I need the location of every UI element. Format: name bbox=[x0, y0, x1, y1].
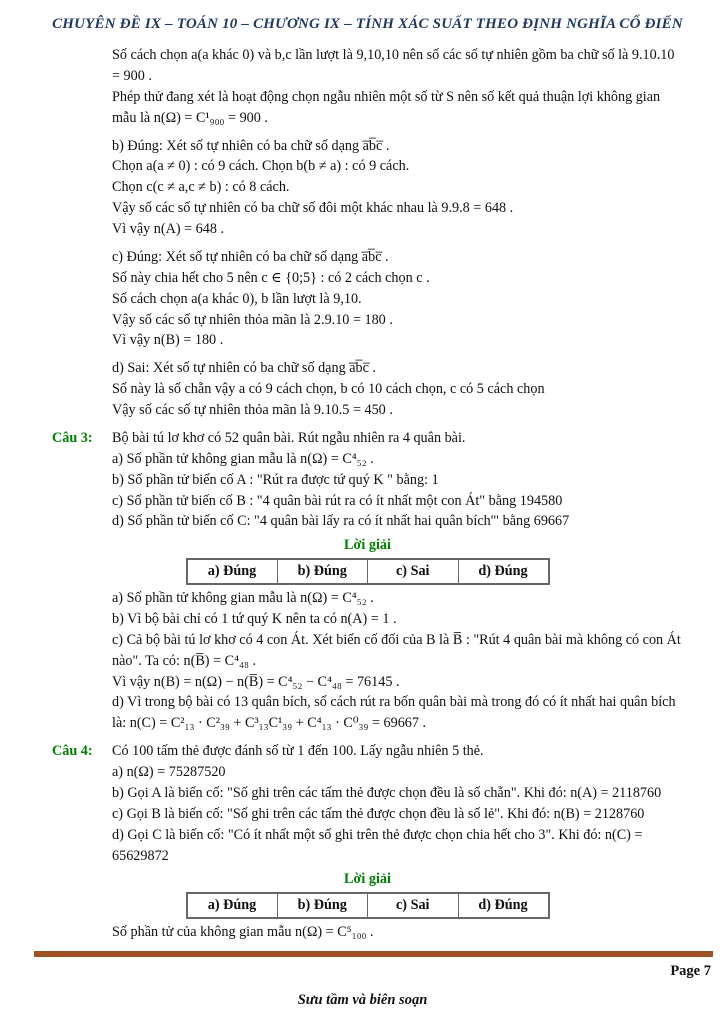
paragraph: b) Số phần tử biến cố A : "Rút ra được tứ quý K " bằng: 1 bbox=[112, 471, 439, 488]
table-row bbox=[187, 559, 549, 584]
paragraph: b) Vì bộ bài chỉ có 1 tứ quý K nên ta có n(A) = 1 . bbox=[112, 610, 397, 627]
solution-heading: Lời giải bbox=[344, 871, 391, 888]
answer-cell: b) Đúng bbox=[277, 893, 368, 918]
question-label: Câu 3: bbox=[52, 429, 93, 446]
paragraph: Số này chia hết cho 5 nên c ∈ {0;5} : có 2 cách chọn c . bbox=[112, 269, 430, 286]
paragraph: a) Số phần tử không gian mẫu là n(Ω) = C⁴₅₂ . bbox=[112, 450, 374, 467]
paragraph: Vì vậy n(B) = n(Ω) − n(B̅) = C⁴₅₂ − C⁴₄₈ = 76145 . bbox=[112, 673, 400, 690]
paragraph: d) Gọi C là biến cố: "Có ít nhất một số ghi trên thẻ được chọn chia hết cho 3". Khi đó: n(C) = 65629872 bbox=[112, 826, 643, 864]
paragraph: Vậy số các số tự nhiên thỏa mãn là 2.9.10 = 180 . bbox=[112, 311, 393, 328]
paragraph: Số phần tử của không gian mẫu n(Ω) = C⁵₁₀₀ . bbox=[112, 924, 374, 941]
answer-cell: d) Đúng bbox=[458, 559, 549, 584]
answer-cell: b) Đúng bbox=[277, 559, 368, 584]
credit-line: Sưu tầm và biên soạn bbox=[297, 992, 428, 1008]
paragraph: c) Số phần tử biến cố B : "4 quân bài rút ra có ít nhất một con Át" bằng 194580 bbox=[112, 492, 563, 509]
paragraph: Phép thử đang xét là hoạt động chọn ngẫu nhiên một số từ S nên số kết quả thuận lợi không gian mẫu là n(Ω) = C¹₉₀₀ = 900 . bbox=[112, 88, 661, 126]
question-text: Có 100 tấm thẻ được đánh số từ 1 đến 100. Lấy ngẫu nhiên 5 thẻ. bbox=[112, 743, 484, 760]
page-number: Page 7 bbox=[670, 963, 711, 979]
paragraph: c) Gọi B là biến cố: "Số ghi trên các tấm thẻ được chọn đều là số lẻ". Khi đó: n(B) = 2128760 bbox=[112, 805, 645, 822]
paragraph: c) Cả bộ bài tú lơ khơ có 4 con Át. Xét biến cố đối của B là B̅ : "Rút 4 quân bài mà không có con Át nào". Ta có: n(B̅) = C⁴₄₈ . bbox=[112, 631, 681, 669]
paragraph: Số cách chọn a(a khác 0), b lần lượt là 9,10. bbox=[112, 290, 362, 307]
paragraph: Vì vậy n(A) = 648 . bbox=[112, 221, 225, 237]
paragraph: c) Đúng: Xét số tự nhiên có ba chữ số dạng a̅b̅c̅ . bbox=[112, 248, 389, 265]
paragraph: Số cách chọn a(a khác 0) và b,c lần lượt là 9,10,10 nên số các số tự nhiên gồm ba chữ số là 9.10.10 = 900 . bbox=[112, 47, 675, 84]
paragraph: Số này là số chẵn vậy a có 9 cách chọn, b có 10 cách chọn, c có 5 cách chọn bbox=[112, 381, 545, 398]
paragraph: d) Số phần tử biến cố C: "4 quân bài lấy ra có ít nhất hai quân bích'" bằng 69667 bbox=[112, 513, 570, 530]
paragraph: Vì vậy n(B) = 180 . bbox=[112, 332, 224, 349]
solution-heading: Lời giải bbox=[344, 537, 391, 554]
paragraph: Vậy số các số tự nhiên có ba chữ số đôi một khác nhau là 9.9.8 = 648 . bbox=[112, 200, 514, 217]
paragraph: Vậy số các số tự nhiên thỏa mãn là 9.10.5 = 450 . bbox=[112, 402, 393, 418]
question-label: Câu 4: bbox=[52, 743, 93, 760]
answer-cell: a) Đúng bbox=[187, 893, 278, 918]
page-title: CHUYÊN ĐỀ IX – TOÁN 10 – CHƯƠNG IX – TÍNH XÁC SUẤT THEO ĐỊNH NGHĨA CỔ ĐIỂN bbox=[52, 16, 683, 32]
paragraph: b) Đúng: Xét số tự nhiên có ba chữ số dạng a̅b̅c̅ . bbox=[112, 137, 390, 154]
paragraph: d) Vì trong bộ bài có 13 quân bích, số cách rút ra bốn quân bài mà trong đó có ít nhất hai quân bích là: n(C) = C²₁₃ · C²₃₉ + C³₁₃C¹₃₉ + C⁴₁₃ · C⁰₃₉ = 69667 . bbox=[112, 694, 676, 732]
paragraph: d) Sai: Xét số tự nhiên có ba chữ số dạng a̅b̅c̅ . bbox=[112, 360, 376, 377]
footer-rule bbox=[34, 951, 713, 957]
paragraph: b) Gọi A là biến cố: "Số ghi trên các tấm thẻ được chọn đều là số chẵn". Khi đó: n(A) = 2118760 bbox=[112, 784, 662, 801]
question bbox=[52, 428, 683, 449]
answer-cell: c) Sai bbox=[368, 559, 459, 584]
paragraph: a) Số phần tử không gian mẫu là n(Ω) = C⁴₅₂ . bbox=[112, 590, 374, 606]
answer-cell: d) Đúng bbox=[458, 893, 549, 918]
paragraph: Chọn c(c ≠ a,c ≠ b) : có 8 cách. bbox=[112, 179, 290, 196]
answer-cell: c) Sai bbox=[368, 893, 459, 918]
paragraph: Chọn a(a ≠ 0) : có 9 cách. Chọn b(b ≠ a) : có 9 cách. bbox=[112, 158, 410, 175]
answer-cell: a) Đúng bbox=[187, 559, 278, 584]
question-text: Bộ bài tú lơ khơ có 52 quân bài. Rút ngẫu nhiên ra 4 quân bài. bbox=[112, 429, 466, 446]
question bbox=[52, 741, 683, 762]
table-row bbox=[187, 893, 549, 918]
answer-table bbox=[186, 558, 550, 585]
document-body bbox=[52, 45, 683, 943]
paragraph: a) n(Ω) = 75287520 bbox=[112, 764, 226, 780]
answer-table bbox=[186, 892, 550, 919]
page-footer bbox=[0, 963, 725, 1009]
